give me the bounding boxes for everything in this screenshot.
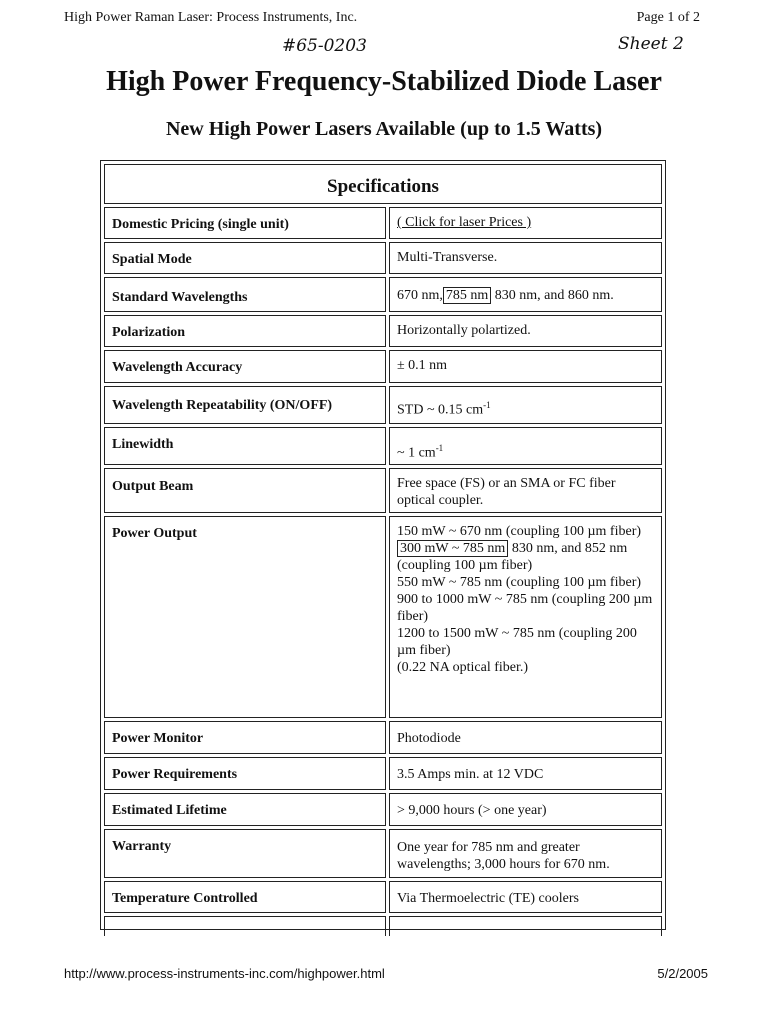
page-number: Page 1 of 2	[636, 10, 700, 25]
page-header-title: High Power Raman Laser: Process Instruments, Inc.	[64, 10, 358, 25]
table-row	[104, 468, 662, 513]
spec-value-empty	[389, 916, 662, 936]
spec-heading-row	[104, 164, 662, 204]
spec-label: Temperature Controlled	[104, 881, 386, 913]
power-line: (0.22 NA optical fiber.)	[397, 660, 529, 675]
wavelength-text: 830 nm, and 860 nm.	[491, 288, 614, 303]
spec-label: Power Monitor	[104, 721, 386, 754]
spec-label: Warranty	[104, 829, 386, 878]
spec-label: Linewidth	[104, 427, 386, 465]
spec-value: Multi-Transverse.	[389, 242, 662, 274]
spec-label: Power Output	[104, 516, 386, 718]
spec-value-cell	[389, 427, 662, 465]
page-title: High Power Frequency-Stabilized Diode Laser	[106, 66, 662, 97]
page-url: http://www.process-instruments-inc.com/highpower.html	[64, 966, 385, 981]
spec-label: Spatial Mode	[104, 242, 386, 274]
spec-label-empty	[104, 916, 386, 936]
spec-label: Power Requirements	[104, 757, 386, 790]
wavelength-text: 670 nm,	[397, 288, 443, 303]
power-text: 830 nm, and 852 nm (coupling 100 µm fiber)	[397, 541, 628, 573]
spec-value: ~ 1 cm	[397, 445, 436, 461]
spec-value: Photodiode	[389, 721, 662, 754]
spec-label: Output Beam	[104, 468, 386, 513]
table-row	[104, 721, 662, 754]
spec-label: Domestic Pricing (single unit)	[104, 207, 386, 239]
table-row	[104, 386, 662, 424]
spec-heading: Specifications	[104, 164, 662, 204]
spec-label: Estimated Lifetime	[104, 793, 386, 826]
table-row	[104, 427, 662, 465]
spec-label: Wavelength Repeatability (ON/OFF)	[104, 386, 386, 424]
superscript: -1	[435, 443, 444, 453]
spec-label: Wavelength Accuracy	[104, 350, 386, 383]
spec-value: One year for 785 nm and greater wavelengths; 3,000 hours for 670 nm.	[389, 829, 662, 878]
handwritten-sheet: Sheet 2	[618, 34, 684, 54]
table-row	[104, 277, 662, 312]
table-row	[104, 757, 662, 790]
spec-value: 3.5 Amps min. at 12 VDC	[389, 757, 662, 790]
table-row	[104, 793, 662, 826]
spec-value-cell	[389, 277, 662, 312]
power-boxed: 300 mW ~ 785 nm	[397, 540, 508, 557]
superscript: -1	[483, 400, 491, 410]
spec-value: > 9,000 hours (> one year)	[389, 793, 662, 826]
power-line	[397, 540, 654, 574]
spec-value: Horizontally polartized.	[389, 315, 662, 347]
table-row	[104, 916, 662, 936]
wavelength-boxed: 785 nm	[443, 287, 491, 304]
table-row	[104, 829, 662, 878]
power-line: 900 to 1000 mW ~ 785 nm (coupling 200 µm fiber)	[397, 592, 653, 624]
spec-value: ± 0.1 nm	[389, 350, 662, 383]
print-date: 5/2/2005	[657, 966, 708, 981]
table-row	[104, 315, 662, 347]
spec-value: Via Thermoelectric (TE) coolers	[389, 881, 662, 913]
table-row	[104, 881, 662, 913]
spec-value: Free space (FS) or an SMA or FC fiber optical coupler.	[389, 468, 662, 513]
handwritten-number: #65-0203	[282, 36, 367, 56]
power-line: 1200 to 1500 mW ~ 785 nm (coupling 200 µm fiber)	[397, 626, 637, 658]
spec-value-cell	[389, 207, 662, 239]
specifications-table	[100, 160, 666, 930]
power-output-values	[389, 516, 662, 718]
laser-prices-link[interactable]: ( Click for laser Prices )	[397, 215, 532, 230]
page-subtitle: New High Power Lasers Available (up to 1.5 Watts)	[165, 118, 603, 140]
table-row	[104, 207, 662, 239]
spec-label: Polarization	[104, 315, 386, 347]
spec-value: STD ~ 0.15 cm	[397, 402, 484, 418]
table-row	[104, 242, 662, 274]
power-line: 150 mW ~ 670 nm (coupling 100 µm fiber)	[397, 524, 642, 539]
spec-value-cell	[389, 386, 662, 424]
table-row	[104, 516, 662, 718]
spec-label: Standard Wavelengths	[104, 277, 386, 312]
table-row	[104, 350, 662, 383]
power-line: 550 mW ~ 785 nm (coupling 100 µm fiber)	[397, 575, 642, 590]
